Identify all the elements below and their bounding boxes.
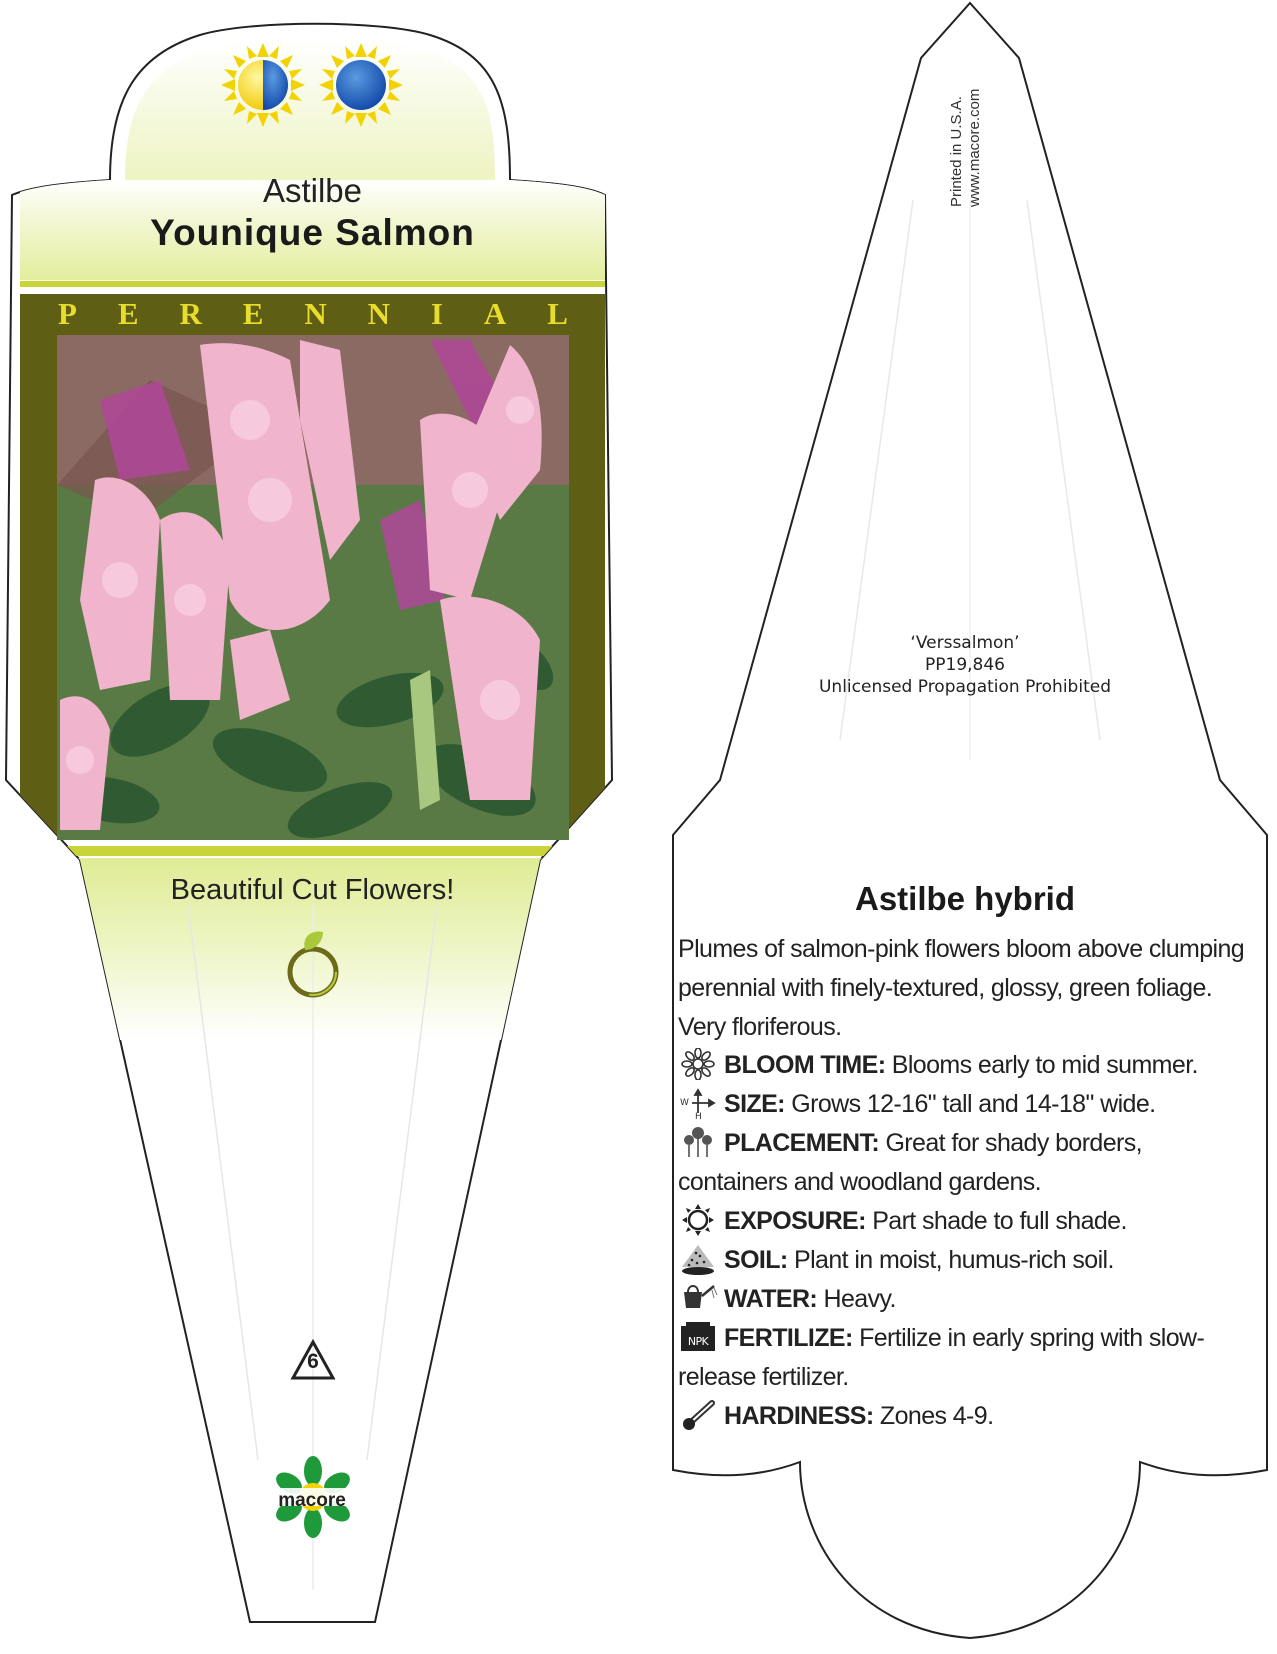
plant-photo (57, 335, 569, 849)
plant-type-letter: I (430, 296, 443, 331)
legal-line: PP19,846 (925, 655, 1005, 675)
plant-type-letter: N (304, 296, 327, 331)
tagline: Beautiful Cut Flowers! (170, 874, 455, 906)
sun-outline-icon (678, 1204, 718, 1236)
attr-hardiness: HARDINESS: Zones 4-9. (678, 1397, 1253, 1436)
placement-icon (678, 1126, 718, 1158)
soil-icon (678, 1243, 718, 1275)
recycling-code: 6 (307, 1350, 319, 1373)
attr-exposure: EXPOSURE: Part shade to full shade. (678, 1202, 1253, 1241)
svg-text:H: H (695, 1112, 702, 1119)
care-attributes (678, 1046, 1253, 1436)
brand-name: macore (278, 1490, 346, 1511)
plant-type-letter: L (547, 296, 568, 331)
full-shade-sun-icon (319, 43, 403, 127)
watering-can-icon (678, 1282, 718, 1314)
attr-placement: PLACEMENT: Great for shady borders, containers and woodland gardens. (678, 1124, 1253, 1202)
plant-type-letter: P (58, 296, 77, 331)
plant-type-letter: E (117, 296, 139, 331)
size-arrows-icon (678, 1087, 718, 1119)
printer-note (948, 35, 983, 215)
plant-type-letter: E (242, 296, 264, 331)
npk-icon (678, 1321, 718, 1353)
plant-type-letter: A (483, 296, 507, 331)
plant-type-label (58, 296, 568, 332)
legal-line: Unlicensed Propagation Prohibited (818, 677, 1111, 697)
website: www.macore.com (966, 88, 983, 207)
plant-description: Plumes of salmon-pink flowers bloom above clumping perennial with finely-textured, glossy, green foliage. Very floriferous. (678, 935, 1245, 1041)
svg-text:NPK: NPK (687, 1335, 709, 1348)
plant-genus: Astilbe (262, 172, 363, 209)
attr-bloom-time: BLOOM TIME: Blooms early to mid summer. (678, 1046, 1253, 1085)
flower-icon (678, 1048, 718, 1080)
thermometer-icon (678, 1399, 718, 1431)
printed-in: Printed in U.S.A. (948, 96, 965, 207)
plant-cultivar: Younique Salmon (150, 212, 475, 253)
attr-water: WATER: Heavy. (678, 1280, 1253, 1319)
legal-notice (770, 632, 1160, 698)
plant-type-letter: R (179, 296, 202, 331)
part-shade-sun-icon (221, 43, 305, 127)
front-tag (6, 24, 612, 1622)
svg-text:W: W (680, 1098, 689, 1108)
plant-type-letter: N (367, 296, 391, 331)
attr-soil: SOIL: Plant in moist, humus-rich soil. (678, 1241, 1253, 1280)
botanical-name: Astilbe hybrid (854, 880, 1076, 917)
attr-fertilize: NPK FERTILIZE: Fertilize in early spring with slow-release fertilizer. (678, 1319, 1253, 1397)
legal-line: ‘Verssalmon’ (910, 633, 1020, 653)
attr-size: W H SIZE: Grows 12-16" tall and 14-18" wide. (678, 1085, 1253, 1124)
